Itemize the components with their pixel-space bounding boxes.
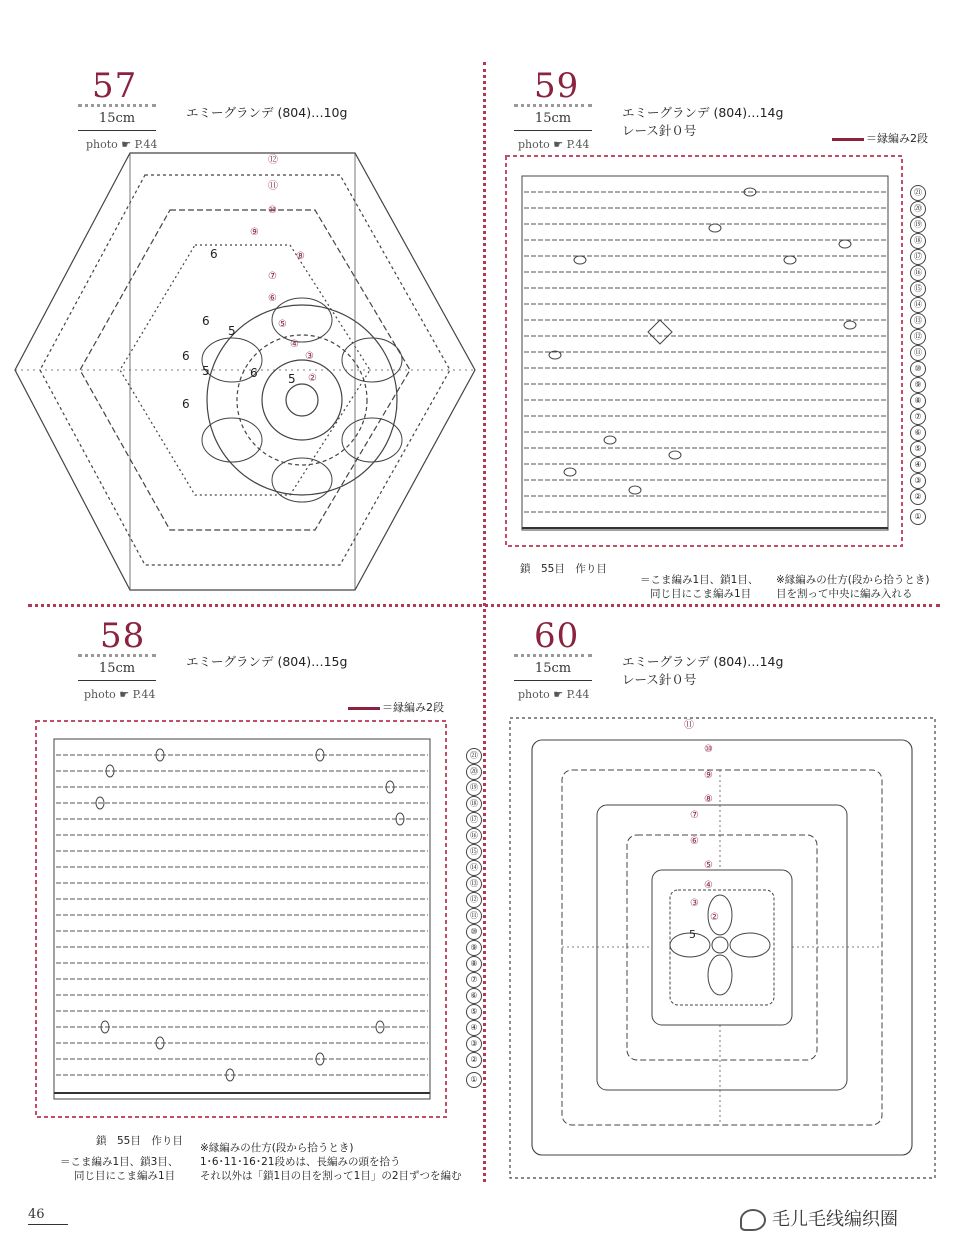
pattern-58-size: 15cm [98,661,136,676]
watermark-text: 毛儿毛线编织圈 [772,1209,898,1230]
svg-text:⑤: ⑤ [278,319,287,330]
pattern-59-square-chart [500,150,910,555]
pattern-60-needle: レース針０号 [622,672,697,687]
svg-text:5: 5 [288,372,296,386]
svg-text:6: 6 [182,397,190,411]
pattern-58-note-left-2: 同じ目にこま編み1目 [74,1170,176,1182]
pattern-59-needle: レース針０号 [622,123,697,138]
page-number-line [28,1224,68,1225]
svg-text:⑪: ⑪ [684,720,694,731]
svg-text:6: 6 [250,366,258,380]
pattern-58-photo-ref: photo ☛ P.44 [84,688,156,701]
pattern-60-number: 60 [534,616,580,656]
pattern-59-note-right-2: 目を割って中央に編み入れる [776,588,913,600]
svg-text:③: ③ [305,351,314,362]
pattern-58-note-right-2: 1･6･11･16･21段めは、長編みの頭を拾う [200,1156,401,1168]
pattern-57-hexagon-chart [10,145,480,600]
svg-text:⑫: ⑫ [268,155,278,166]
pattern-59-legend: ＝縁編み2段 [832,130,928,146]
pattern-60-yarn: エミーグランデ (804)…14g [622,654,784,669]
pattern-58-note-left-1: ＝こま編み1目、鎖3目、 [60,1156,179,1168]
svg-text:⑧: ⑧ [704,794,713,805]
page-number: 46 [28,1207,45,1222]
pattern-59-note-left-2: 同じ目にこま編み1目 [650,588,752,600]
svg-text:⑥: ⑥ [690,836,699,847]
pattern-58-base-chain: 鎖 55目 作り目 [96,1135,183,1147]
vertical-divider [483,62,486,1182]
pattern-58-note-right-3: それ以外は「鎖1目の目を割って1目」の2目ずつを編む [200,1170,462,1182]
svg-text:④: ④ [704,880,713,891]
pattern-59-note-right-1: ※縁編みの仕方(段から拾うとき) [776,574,930,586]
svg-text:⑦: ⑦ [690,810,699,821]
pattern-58-dots [78,654,156,657]
svg-text:②: ② [308,373,317,384]
pattern-57-photo-ref: photo ☛ P.44 [86,138,158,151]
pattern-60-size: 15cm [534,661,572,676]
svg-text:②: ② [710,912,719,923]
svg-text:5: 5 [228,324,236,338]
pattern-58-number: 58 [100,616,146,656]
svg-text:⑤: ⑤ [704,860,713,871]
pattern-60-photo-ref: photo ☛ P.44 [518,688,590,701]
pattern-59-note-left-1: ＝こま編み1目、鎖1目、 [640,574,759,586]
pattern-59-size-line [514,130,592,131]
pattern-59-number: 59 [534,66,580,106]
svg-text:⑩: ⑩ [268,205,277,216]
svg-text:⑥: ⑥ [268,293,277,304]
pattern-59-size: 15cm [534,111,572,126]
svg-text:④: ④ [290,339,299,350]
svg-text:6: 6 [210,247,218,261]
pattern-59-base-chain: 鎖 55目 作り目 [520,563,607,575]
pattern-60-square-chart [502,710,942,1185]
svg-text:5: 5 [689,928,696,941]
svg-text:⑨: ⑨ [250,227,259,238]
pattern-58-size-line [78,680,156,681]
pattern-57-number: 57 [92,66,138,106]
pattern-57-dots [78,104,156,107]
horizontal-divider [28,604,940,607]
svg-text:⑧: ⑧ [296,251,305,262]
pattern-60-size-line [514,680,592,681]
svg-text:6: 6 [202,314,210,328]
pattern-58-yarn: エミーグランデ (804)…15g [186,654,348,669]
svg-text:5: 5 [202,364,210,378]
svg-text:⑪: ⑪ [268,181,278,192]
pattern-57-yarn: エミーグランデ (804)…10g [186,105,348,120]
svg-text:⑦: ⑦ [268,271,277,282]
pattern-58-note-right-1: ※縁編みの仕方(段から拾うとき) [200,1142,354,1154]
pattern-59-yarn: エミーグランデ (804)…14g [622,105,784,120]
svg-text:⑨: ⑨ [704,770,713,781]
pattern-59-dots [514,104,592,107]
watermark [740,1205,898,1231]
pattern-58-square-chart [30,715,455,1125]
wechat-icon [740,1209,766,1231]
pattern-60-dots [514,654,592,657]
pattern-57-size-line [78,130,156,131]
svg-text:⑩: ⑩ [704,744,713,755]
pattern-57-size: 15cm [98,111,136,126]
svg-text:③: ③ [690,898,699,909]
pattern-58-legend: ＝縁編み2段 [348,699,444,715]
pattern-59-photo-ref: photo ☛ P.44 [518,138,590,151]
svg-text:6: 6 [182,349,190,363]
